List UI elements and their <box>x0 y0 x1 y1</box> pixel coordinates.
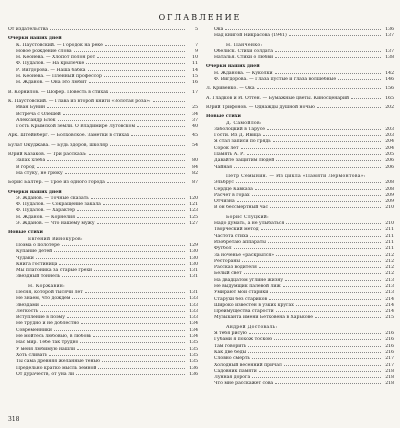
page-ref: 125 <box>189 214 198 220</box>
page-ref: 45 <box>192 133 198 139</box>
page-ref: 142 <box>385 70 394 76</box>
entry-title: Не мойтесь любовью, в любовь <box>16 334 92 340</box>
entry-title: Не выдумщик палевой лиж <box>214 283 281 289</box>
entry-title: Наталья. Стихи о любви <box>214 55 274 61</box>
page-title: ОГЛАВЛЕНИЕ <box>158 13 242 22</box>
entry-title: Купание детей <box>16 249 53 255</box>
dot-leader <box>237 201 381 202</box>
page-ref: 135 <box>189 346 198 352</box>
entry-title: Р. Вигдорова. — Наша бабка <box>16 67 86 73</box>
dot-leader <box>47 107 185 108</box>
page-ref: 214 <box>385 302 394 308</box>
dot-leader <box>102 361 185 362</box>
page-ref: 14 <box>192 67 198 73</box>
page-ref: 135 <box>189 340 198 346</box>
page-ref: 203 <box>385 133 394 139</box>
entry-title: Звездный тоннель <box>16 274 61 280</box>
entry-title: Н. Жданова. — Куколки <box>214 70 273 76</box>
page-ref: 134 <box>189 334 198 340</box>
entry-title: Ты сама древняя желанные тенью <box>16 359 101 365</box>
page-ref: 216 <box>385 331 394 337</box>
dot-leader <box>110 145 185 146</box>
entry-title: Н. Кеонева. — Пленный профессор <box>16 74 102 80</box>
entry-title: Ф. Пудалов. — На крылечке <box>16 61 85 67</box>
dot-leader <box>259 371 381 372</box>
entry-title: Петр Семынин. — Из цикла «Памяти Лермонтова»: <box>226 173 366 179</box>
page-ref: 211 <box>385 227 394 233</box>
dot-leader <box>59 264 185 265</box>
dot-leader <box>338 79 381 80</box>
page-ref: 133 <box>189 296 198 302</box>
entry-title: Садовник памяти <box>214 368 257 374</box>
dot-leader <box>284 365 381 366</box>
entry-title: Частота стиха <box>214 233 249 239</box>
entry-title: К. Паустовский. — Глава из второй книги «Золотая роза»: <box>8 98 151 104</box>
entry-title: Э. Жданов. — Что нашему мужу <box>16 221 95 227</box>
entry-title: Словно смерть <box>214 356 250 362</box>
entry-title: Борис Балтер. — Трое из одного города <box>8 180 105 186</box>
page-ref: 218 <box>385 368 394 374</box>
page-ref: 80 <box>192 158 198 164</box>
entry-title: Сорок лет <box>214 145 239 151</box>
dot-leader <box>36 258 185 259</box>
page-ref: 165 <box>385 95 394 101</box>
dot-leader <box>275 73 381 74</box>
dot-leader <box>268 242 381 243</box>
page-ref: 130 <box>189 255 198 261</box>
entry-title: Вступление в поэму <box>16 315 65 321</box>
entry-title: Гость Крымской земли. О Владимире Луговском <box>16 124 136 130</box>
entry-title: Я стал записи по грядь <box>214 139 271 145</box>
page-ref: 217 <box>385 356 394 362</box>
dot-leader <box>65 173 185 174</box>
dot-leader <box>41 305 185 306</box>
page-ref: 210 <box>385 221 394 227</box>
page-ref: 146 <box>385 77 394 83</box>
page-ref: 136 <box>189 365 198 371</box>
dot-leader <box>249 333 381 334</box>
dot-leader <box>62 276 185 277</box>
page-ref: 208 <box>385 186 394 192</box>
dot-leader <box>94 270 185 271</box>
page-ref: 131 <box>189 289 198 295</box>
entry-title: В он бессмертный час <box>214 205 269 211</box>
dot-leader <box>54 330 185 331</box>
page-ref: 209 <box>385 192 394 198</box>
entry-title: Ф. Пудалов. — Характер <box>16 208 76 214</box>
entry-title: Губами я похож тоскою <box>214 337 273 343</box>
entry-title: Надо думать, а не улыбаться <box>214 221 285 227</box>
dot-leader <box>77 217 185 218</box>
entry-title: Книга гостиница <box>16 261 58 267</box>
page-ref: 133 <box>189 302 198 308</box>
page-ref: 206 <box>385 158 394 164</box>
dot-leader <box>91 198 185 199</box>
entry-title: Арк. Штейнберг. — Болховское. Заметки в стихах <box>8 133 130 139</box>
page-ref: 136 <box>189 371 198 377</box>
page-ref: 9 <box>195 48 198 54</box>
entry-title: Не знаем, что дождем <box>16 296 71 302</box>
dot-leader <box>289 35 381 36</box>
entry-title: Юрий Трифонов. — Однажды душной ночью <box>206 104 315 110</box>
page-ref: 127 <box>189 221 198 227</box>
entry-title: Н. Жданов. — Она это любит <box>16 80 87 86</box>
dot-leader <box>85 292 185 293</box>
dot-leader <box>275 57 381 58</box>
entry-title: Обелиск. Стихи солдата <box>214 48 273 54</box>
dot-leader <box>259 267 381 268</box>
dot-leader <box>267 129 381 130</box>
entry-title: Музыканта имени Бетховена в Харькове <box>214 315 313 321</box>
page-ref: 205 <box>385 152 394 158</box>
dot-leader <box>131 135 185 136</box>
dot-leader <box>248 346 381 347</box>
dot-leader <box>234 167 381 168</box>
entry-title: Встреча с Олешей <box>16 111 61 117</box>
dot-leader <box>244 273 381 274</box>
entry-title: Отчизна <box>214 199 235 205</box>
dot-leader <box>49 355 185 356</box>
dot-leader <box>252 195 381 196</box>
page-ref: 156 <box>385 86 394 92</box>
entry-title: Новые стихи <box>206 114 241 120</box>
page-ref: 211 <box>385 233 394 239</box>
entry-title: Очерки наших дней <box>8 189 62 195</box>
page-ref: 136 <box>385 27 394 32</box>
dot-leader <box>103 204 185 205</box>
entry-title: Иван Бунин <box>16 105 46 111</box>
dot-leader <box>296 305 381 306</box>
entry-title: Гости. Из Д. Ивица <box>214 133 261 139</box>
entry-title: Предельно кратко мысль земной <box>16 365 97 371</box>
entry-title: Н. Панченко: <box>226 42 263 48</box>
page-ref: 5 <box>195 27 198 32</box>
entry-title: Ф. Пудалов. — Сокращение закала <box>16 202 101 208</box>
page-ref: 11 <box>192 61 198 67</box>
entry-title: Изобретаю аппараты <box>214 239 266 245</box>
page-ref: 137 <box>385 48 394 54</box>
entry-title: От издательства <box>8 27 49 32</box>
page-ref: 25 <box>192 105 198 111</box>
page-ref: 135 <box>189 359 198 365</box>
dot-leader <box>236 182 381 183</box>
dot-leader <box>276 255 381 256</box>
page-ref: 131 <box>189 274 198 280</box>
dot-leader <box>97 223 185 224</box>
page-ref: 84 <box>192 164 198 170</box>
dot-leader <box>273 141 381 142</box>
page-ref: 17 <box>192 89 198 95</box>
page-ref: 211 <box>385 239 394 245</box>
page-ref: 10 <box>192 55 198 61</box>
dot-leader <box>275 383 381 384</box>
entry-title: На двадцатом углине жизну <box>214 277 284 283</box>
entry-title: Звездами <box>16 302 39 308</box>
dot-leader <box>250 236 381 237</box>
page-ref: 137 <box>385 33 394 39</box>
dot-leader <box>225 29 381 30</box>
dot-leader <box>317 107 381 108</box>
entry-title: Над книгой Никрасова (1941) <box>214 33 287 39</box>
dot-leader <box>248 352 381 353</box>
entry-title: Эльбрус <box>214 180 234 186</box>
dot-leader <box>80 342 185 343</box>
toc-entry <box>206 381 394 387</box>
page-ref: 7 <box>195 42 198 48</box>
entry-title: Н. Коржавин: <box>28 283 66 289</box>
dot-leader <box>58 120 185 121</box>
dot-leader <box>257 88 381 89</box>
dot-leader <box>74 51 185 52</box>
entry-title: Мы платоника за старые грехи <box>16 268 93 274</box>
dot-leader <box>261 229 381 230</box>
entry-title: Там говорить <box>214 343 247 349</box>
dot-leader <box>67 317 185 318</box>
page-ref: 40 <box>192 124 198 130</box>
entry-title: Новые стихи <box>8 230 43 236</box>
entry-title: Андрей Достоваль: <box>226 324 278 330</box>
page-ref: 213 <box>385 283 394 289</box>
entry-title: Рестораны <box>214 258 241 264</box>
dot-leader <box>270 207 381 208</box>
dot-leader <box>93 336 185 337</box>
dot-leader <box>50 29 185 30</box>
entry-title: У меня любимую нашли <box>16 346 76 352</box>
dot-leader <box>89 154 186 155</box>
entry-title: Давайте защитим людей <box>214 158 275 164</box>
entry-title: Поэма о полотере <box>16 242 60 248</box>
entry-title: Ф. Вигдорова. — Глаза пустые и глаза волшебные <box>214 77 337 83</box>
page-ref: 206 <box>385 164 394 170</box>
dot-leader <box>285 280 381 281</box>
page-ref: 123 <box>189 208 198 214</box>
dot-leader <box>263 135 381 136</box>
dot-leader <box>252 377 381 378</box>
page-ref: 130 <box>189 261 198 267</box>
entry-title: Рассказ водителя <box>214 265 257 271</box>
page-ref: 15 <box>192 74 198 80</box>
page-ref: 212 <box>385 258 394 264</box>
toc-column-left <box>8 27 198 378</box>
entry-title: Чудаки <box>16 255 34 261</box>
entry-title: Н. Кеонева. — Хлопот полон рот <box>16 55 96 61</box>
dot-leader <box>104 76 185 77</box>
dot-leader <box>77 210 185 211</box>
page-ref: 37 <box>192 117 198 123</box>
entry-title: Заболоцкий в Тарусе <box>214 126 266 132</box>
dot-leader <box>274 339 381 340</box>
entry-title: Новое рождение слова <box>16 48 72 54</box>
entry-title: Э. Жданов. — Точные сказать <box>16 195 89 201</box>
page-ref: 216 <box>385 337 394 343</box>
entry-title: От дурачеств, от уна ли <box>16 371 75 377</box>
page-ref: 217 <box>385 362 394 368</box>
page-ref: 135 <box>189 352 198 358</box>
page-ref: 213 <box>385 290 394 296</box>
page-ref: 129 <box>189 242 198 248</box>
dot-leader <box>63 114 185 115</box>
dot-leader <box>283 286 381 287</box>
entry-title: Творческий метод <box>214 227 259 233</box>
entry-title: Л. Кривенко. — Ока <box>206 86 255 92</box>
page-ref: 121 <box>189 202 198 208</box>
dot-leader <box>255 189 381 190</box>
page-ref: 87 <box>192 180 198 186</box>
entry-title: Хоть сливать <box>16 352 48 358</box>
dot-leader <box>153 101 185 102</box>
page-ref: 16 <box>192 80 198 86</box>
page-ref: 134 <box>189 327 198 333</box>
page-ref: 54 <box>192 142 198 148</box>
entry-title: Сердце Кавказа <box>214 186 253 192</box>
entry-title: Футбол <box>214 246 232 252</box>
dot-leader <box>97 57 185 58</box>
entry-title: Д. Самойлов: <box>226 120 262 126</box>
entry-title: Умирают мои старики <box>214 290 269 296</box>
page-ref: 215 <box>385 315 394 321</box>
page-ref: 214 <box>385 296 394 302</box>
entry-title: А. Гладков и И. Оттен. — Бумажные цветы. Киносценарий <box>206 95 350 101</box>
dot-leader <box>137 126 185 127</box>
page-ref: 131 <box>189 268 198 274</box>
dot-leader <box>62 245 185 246</box>
dot-leader <box>351 98 381 99</box>
dot-leader <box>88 70 185 71</box>
entry-title: Чайная <box>214 164 233 170</box>
dot-leader <box>252 358 381 359</box>
page-ref: 130 <box>189 249 198 255</box>
dot-leader <box>40 311 185 312</box>
page-ref: 204 <box>385 145 394 151</box>
dot-leader <box>77 349 185 350</box>
entry-title: Очерки наших дней <box>8 36 62 42</box>
entry-title: Расчет в горах <box>214 192 250 198</box>
entry-title: Борис Слуцкий: <box>226 214 270 220</box>
entry-title: В. Корнилов. — Шофер. Повесть в стихах <box>8 89 109 95</box>
page-ref: 216 <box>385 349 394 355</box>
page-ref: 82 <box>192 170 198 176</box>
entry-title: Белый свет <box>214 271 242 277</box>
page-ref: 208 <box>385 180 394 186</box>
entry-title: За ноченье «раскрылся» <box>214 252 275 258</box>
page-ref: 204 <box>385 139 394 145</box>
entry-title: Широко известен в узких кругах <box>214 302 294 308</box>
entry-title: Песня, которой тысячи лет <box>16 289 83 295</box>
entry-title: Евгений Винокуров: <box>28 236 83 242</box>
entry-title: Нас мир. Тебе так трудно <box>16 340 79 346</box>
entry-title: На стуку, не грюку <box>16 170 63 176</box>
page-ref: 203 <box>385 126 394 132</box>
entry-title: Очерки наших дней <box>206 64 260 70</box>
page-ref: 133 <box>189 308 198 314</box>
entry-title: Старухи без стариков <box>214 296 268 302</box>
page-ref: 218 <box>385 375 394 381</box>
dot-leader <box>276 311 381 312</box>
toc-column-right <box>206 27 394 388</box>
dot-leader <box>270 292 381 293</box>
page-ref: 202 <box>385 104 394 110</box>
dot-leader <box>37 167 185 168</box>
page-ref: 212 <box>385 265 394 271</box>
dot-leader <box>276 160 381 161</box>
dot-leader <box>242 261 381 262</box>
dot-leader <box>76 374 185 375</box>
dot-leader <box>247 154 381 155</box>
dot-leader <box>89 82 185 83</box>
dot-leader <box>47 160 185 161</box>
entry-title: Ока <box>214 27 224 32</box>
page-ref: 212 <box>385 271 394 277</box>
entry-title: Запах хлеба <box>16 158 46 164</box>
page-ref: 210 <box>385 205 394 211</box>
page-ref: 213 <box>385 277 394 283</box>
page-ref: 218 <box>385 381 394 387</box>
dot-leader <box>241 148 382 149</box>
entry-title: Лунная дорога <box>214 375 251 381</box>
dot-leader <box>234 248 381 249</box>
page-ref: 138 <box>385 55 394 61</box>
dot-leader <box>98 368 185 369</box>
entry-title: Александр Блок <box>16 117 56 123</box>
page-ref: 134 <box>189 321 198 327</box>
entry-title: Булат Окуджава. — Будь здоров, школяр <box>8 142 109 148</box>
entry-title: Холодный весенний причал <box>214 362 282 368</box>
page-ref: 212 <box>385 252 394 258</box>
entry-title: Я тебя рисую <box>214 331 247 337</box>
page-number: 318 <box>8 416 20 423</box>
dot-leader <box>81 323 185 324</box>
dot-leader <box>269 299 381 300</box>
page-ref: 209 <box>385 199 394 205</box>
dot-leader <box>72 298 185 299</box>
dot-leader <box>315 317 381 318</box>
dot-leader <box>54 251 185 252</box>
dot-leader <box>275 51 381 52</box>
entry-title: Как две беды <box>214 349 247 355</box>
entry-title: Юрий Казаков. — Три рассказа: <box>8 152 87 158</box>
dot-leader <box>110 92 185 93</box>
entry-title: Современники <box>16 327 52 333</box>
page-ref: 34 <box>192 111 198 117</box>
entry-title: Н. Жданов. — Корнелия <box>16 214 75 220</box>
entry-title: Преимущества старости <box>214 309 274 315</box>
dot-leader <box>286 223 381 224</box>
page-ref: 216 <box>385 343 394 349</box>
entry-title: К. Паустовский. — Городок на реке <box>16 42 103 48</box>
entry-title: Память А. Р. <box>214 152 245 158</box>
page-ref: 120 <box>189 195 198 201</box>
page-ref: 211 <box>385 246 394 252</box>
entry-title: Что мне расскажет сова <box>214 381 274 387</box>
toc-entry <box>8 372 198 378</box>
dot-leader <box>105 45 185 46</box>
entry-title: Легкость <box>16 308 39 314</box>
dot-leader <box>86 63 185 64</box>
entry-title: В город <box>16 164 35 170</box>
entry-title: Не трудно и не доблестно <box>16 321 80 327</box>
page-ref: 133 <box>189 315 198 321</box>
page-ref: 214 <box>385 309 394 315</box>
dot-leader <box>107 182 185 183</box>
